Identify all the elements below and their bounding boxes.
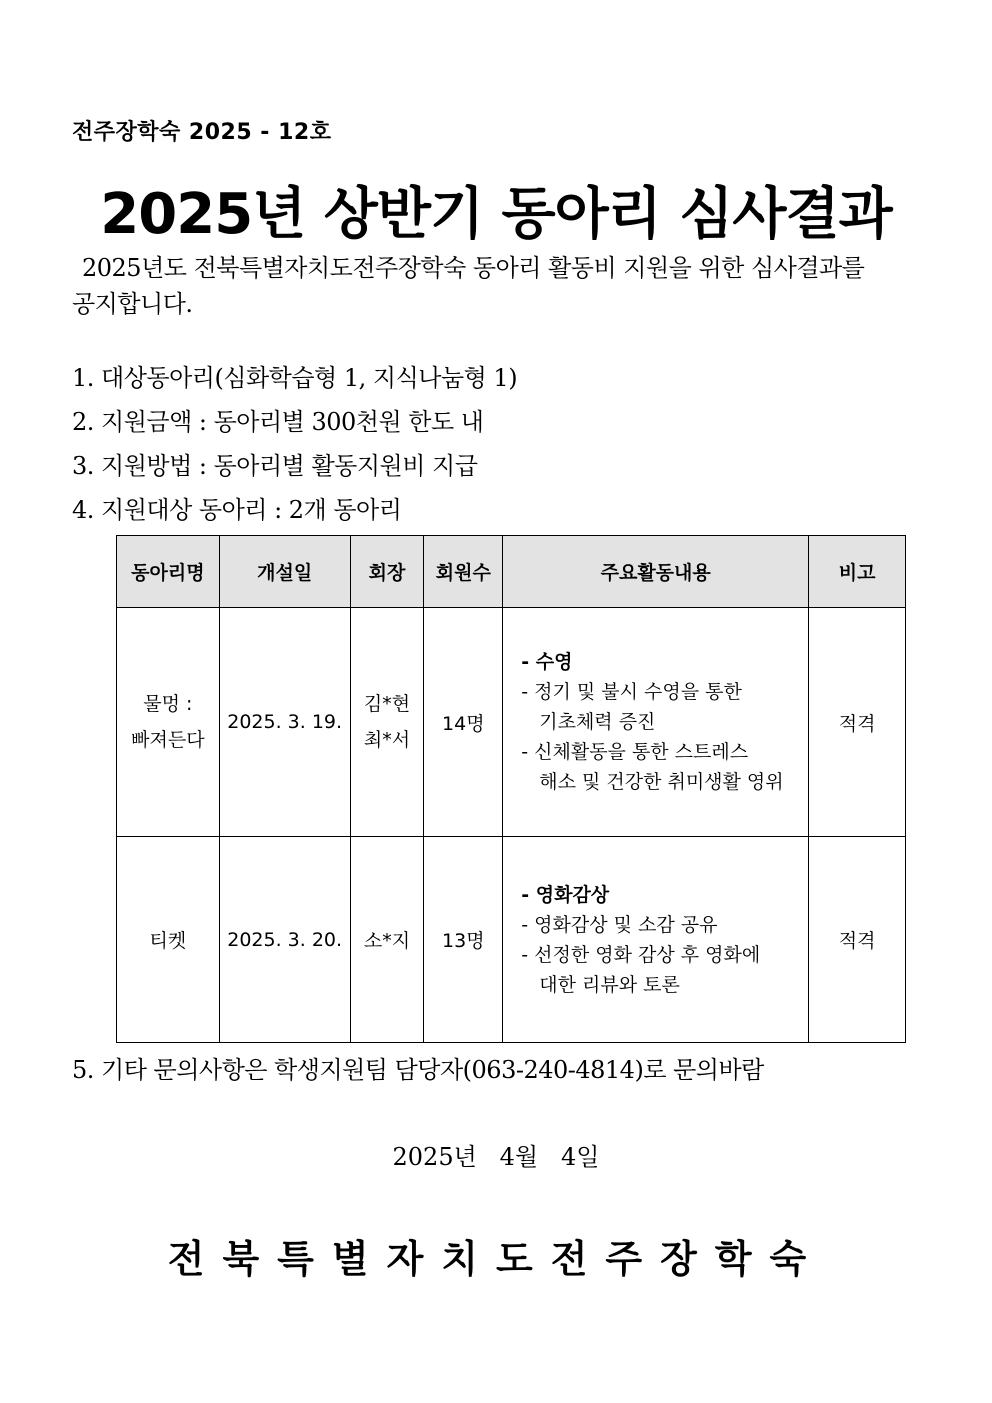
intro-line-1: 2025년도 전북특별자치도전주장학숙 동아리 활동비 지원을 위한 심사결과를 bbox=[82, 254, 865, 282]
table-row bbox=[117, 608, 906, 837]
activity-line: 대한 리뷰와 토론 bbox=[539, 973, 680, 996]
activity-line: - 신체활동을 통한 스트레스 bbox=[521, 741, 749, 763]
leader-line: 최*서 bbox=[363, 729, 411, 751]
members-cell: 14명 bbox=[424, 608, 503, 837]
list-item-5: 5. 기타 문의사항은 학생지원팀 담당자(063-240-4814)로 문의바람 bbox=[72, 1056, 764, 1084]
club-name-line: 빠져든다 bbox=[131, 729, 205, 751]
club-table bbox=[116, 535, 906, 1043]
note-cell: 적격 bbox=[809, 608, 906, 837]
table-header-row bbox=[117, 536, 906, 608]
activity-heading: - 수영 bbox=[521, 651, 573, 673]
organization-name: 전북특별자치도전주장학숙 bbox=[167, 1237, 825, 1281]
club-name-cell bbox=[117, 608, 220, 837]
header-founded-date: 개설일 bbox=[219, 536, 350, 608]
table-row bbox=[117, 837, 906, 1043]
header-activities: 주요활동내용 bbox=[503, 536, 809, 608]
list-item: 4. 지원대상 동아리 : 2개 동아리 bbox=[72, 496, 402, 524]
issue-date: 2025년 4월 4일 bbox=[392, 1143, 600, 1171]
intro-line-2: 공지합니다. bbox=[72, 290, 193, 318]
activity-line: - 정기 및 불시 수영을 통한 bbox=[521, 681, 742, 703]
header-members: 회원수 bbox=[424, 536, 503, 608]
list-item: 3. 지원방법 : 동아리별 활동지원비 지급 bbox=[72, 452, 478, 480]
club-name-cell: 티켓 bbox=[117, 837, 220, 1043]
item-list bbox=[72, 358, 517, 534]
activity-line: - 영화감상 및 소감 공유 bbox=[521, 913, 718, 936]
club-name-line: 물멍 : bbox=[143, 693, 193, 715]
founded-date-cell: 2025. 3. 20. bbox=[219, 837, 350, 1043]
leader-line: 김*현 bbox=[363, 693, 411, 715]
header-club-name: 동아리명 bbox=[117, 536, 220, 608]
list-item: 2. 지원금액 : 동아리별 300천원 한도 내 bbox=[72, 408, 484, 436]
intro-paragraph bbox=[72, 250, 922, 322]
activities-cell bbox=[503, 608, 809, 837]
members-cell: 13명 bbox=[424, 837, 503, 1043]
founded-date-cell: 2025. 3. 19. bbox=[219, 608, 350, 837]
header-leader: 회장 bbox=[350, 536, 424, 608]
list-item: 1. 대상동아리(심화학습형 1, 지식나눔형 1) bbox=[72, 364, 518, 392]
header-note: 비고 bbox=[809, 536, 906, 608]
activity-heading: - 영화감상 bbox=[521, 883, 610, 906]
leader-cell bbox=[350, 608, 424, 837]
document-number: 전주장학숙 2025 - 12호 bbox=[72, 120, 332, 145]
page-title: 2025년 상반기 동아리 심사결과 bbox=[100, 182, 892, 247]
activity-line: - 선정한 영화 감상 후 영화에 bbox=[521, 943, 761, 966]
note-cell: 적격 bbox=[809, 837, 906, 1043]
activity-line: 해소 및 건강한 취미생활 영위 bbox=[539, 771, 784, 793]
leader-cell: 소*지 bbox=[350, 837, 424, 1043]
activities-cell bbox=[503, 837, 809, 1043]
activity-line: 기초체력 증진 bbox=[539, 711, 656, 733]
